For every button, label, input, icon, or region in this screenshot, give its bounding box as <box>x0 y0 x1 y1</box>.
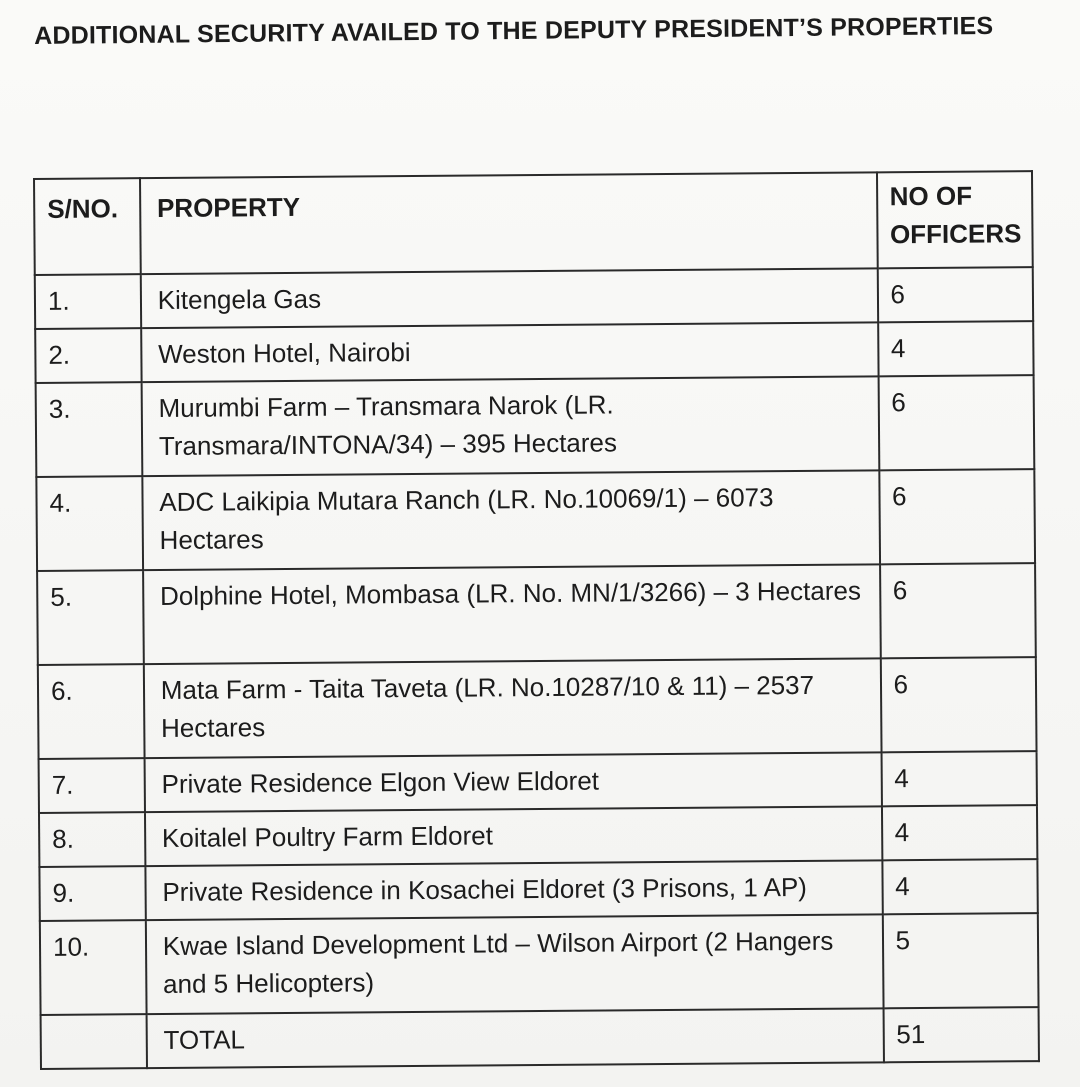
table-row <box>39 805 1037 867</box>
row-sno: 3. <box>36 382 143 477</box>
row-property: Mata Farm - Taita Taveta (LR. No.10287/10 & 11) – 2537 Hectares <box>144 658 881 758</box>
row-sno: 2. <box>35 328 141 383</box>
row-officers: 4 <box>882 859 1038 914</box>
row-property: Koitalel Poultry Farm Eldoret <box>145 806 882 866</box>
row-sno: 5. <box>37 570 144 665</box>
row-sno: 9. <box>39 866 145 921</box>
row-sno: 1. <box>35 274 141 329</box>
row-property: Dolphine Hotel, Mombasa (LR. No. MN/1/3266) – 3 Hectares <box>143 564 880 664</box>
table-row <box>35 321 1033 383</box>
row-officers: 4 <box>881 805 1037 860</box>
table-row <box>36 375 1035 477</box>
row-sno: 4. <box>36 476 143 571</box>
row-officers: 6 <box>879 469 1035 564</box>
table-row <box>37 563 1036 665</box>
total-label: TOTAL <box>146 1008 883 1068</box>
row-sno: 6. <box>38 664 145 759</box>
table-row <box>36 469 1035 571</box>
table-row <box>40 913 1039 1015</box>
page-title: ADDITIONAL SECURITY AVAILED TO THE DEPUTY PRESIDENT’S PROPERTIES <box>34 11 994 50</box>
header-sno: S/NO. <box>34 178 141 275</box>
table-row <box>39 751 1037 813</box>
header-officers <box>877 171 1033 268</box>
row-property: Private Residence Elgon View Eldoret <box>144 752 881 812</box>
row-property: Weston Hotel, Nairobi <box>141 322 878 382</box>
row-property: Murumbi Farm – Transmara Narok (LR. Transmara/INTONA/34) – 395 Hectares <box>141 376 878 476</box>
row-sno: 10. <box>40 920 147 1015</box>
row-officers: 6 <box>880 563 1036 658</box>
table-row <box>38 657 1037 759</box>
table-header-row <box>34 171 1033 275</box>
row-officers: 4 <box>881 751 1037 806</box>
row-property: Private Residence in Kosachei Eldoret (3 Prisons, 1 AP) <box>145 860 882 920</box>
table-total-row <box>41 1007 1039 1069</box>
row-property: Kitengela Gas <box>141 268 878 328</box>
row-officers: 5 <box>882 913 1038 1008</box>
row-officers: 6 <box>878 375 1034 470</box>
total-sno-blank <box>41 1014 147 1069</box>
header-officers-line2: OFFICERS <box>889 218 1022 250</box>
row-sno: 8. <box>39 812 145 867</box>
header-officers-line1: NO OF <box>889 180 973 212</box>
row-property: Kwae Island Development Ltd – Wilson Airport (2 Hangers and 5 Helicopters) <box>146 914 883 1014</box>
row-officers: 4 <box>878 321 1034 376</box>
table-row <box>39 859 1037 921</box>
row-officers: 6 <box>877 267 1033 322</box>
security-table <box>33 170 1040 1070</box>
header-property: PROPERTY <box>140 172 877 274</box>
total-officers: 51 <box>883 1007 1039 1062</box>
row-property: ADC Laikipia Mutara Ranch (LR. No.10069/1) – 6073 Hectares <box>142 470 879 570</box>
row-officers: 6 <box>880 657 1036 752</box>
table-row <box>35 267 1033 329</box>
row-sno: 7. <box>39 758 145 813</box>
